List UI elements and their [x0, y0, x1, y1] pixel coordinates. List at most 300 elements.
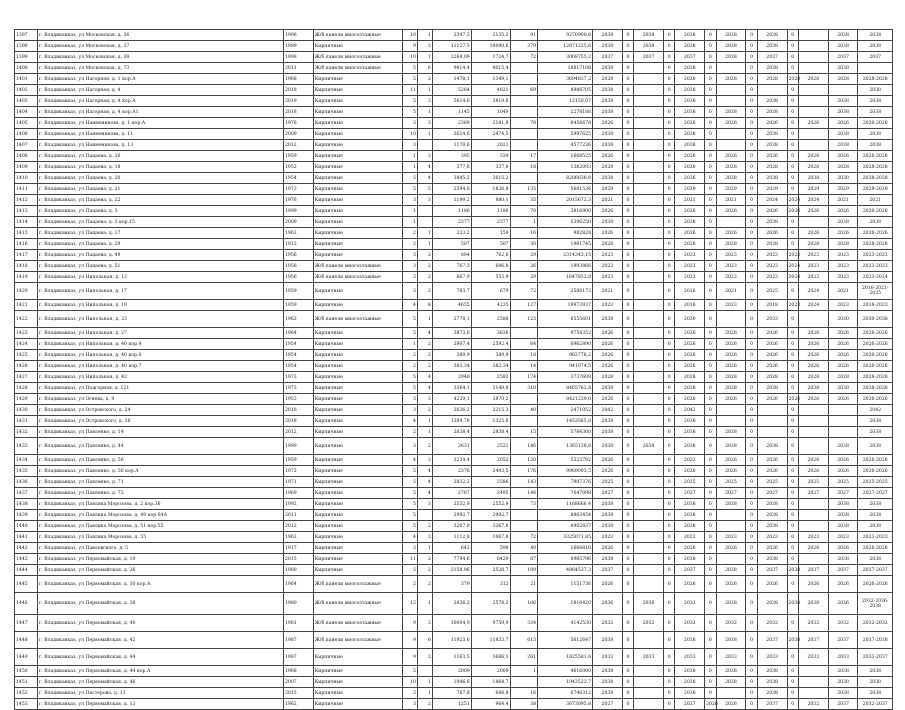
table-cell [634, 85, 664, 96]
table-cell: 1 [510, 217, 537, 228]
table-cell: 2026-2026 [858, 328, 893, 339]
table-cell: 1441 [15, 532, 38, 543]
table-cell: 0 [622, 632, 633, 649]
table-cell: 2038 [593, 632, 623, 649]
table-cell: 0 [705, 615, 716, 632]
table-cell: 2038 [757, 96, 787, 107]
table-cell [510, 416, 537, 427]
table-cell: 1 [417, 688, 432, 699]
table-cell: 2032 [798, 699, 828, 710]
table-cell [634, 217, 664, 228]
table-cell: 389,9 [471, 350, 510, 361]
table-cell: 2023 [593, 250, 623, 261]
table-row [15, 521, 893, 532]
table-cell [634, 328, 664, 339]
table-cell: 762,6 [471, 250, 510, 261]
table-cell: 0 [787, 107, 798, 118]
table-cell: 1 [417, 311, 432, 328]
table-cell: г. Владикавказ, ул Наименикова, д. 1 кор.А [37, 118, 283, 129]
table-cell: 2007 [284, 677, 314, 688]
table-cell: 1724,7 [471, 52, 510, 63]
table-cell: 1 [417, 129, 432, 140]
table-cell: 2026 [716, 361, 746, 372]
table-cell: Кирпичные [313, 416, 402, 427]
table-cell: 0 [663, 184, 674, 195]
table-cell: 0 [705, 427, 716, 438]
table-cell: 0 [746, 107, 757, 118]
table-cell: 2032 [757, 615, 787, 632]
table-cell: 0 [746, 250, 757, 261]
table-cell: 0 [705, 499, 716, 510]
table-cell [798, 510, 828, 521]
table-cell [798, 107, 828, 118]
table-cell: 2026 [798, 543, 828, 554]
table-cell: 0 [746, 140, 757, 151]
table-cell: г. Владикавказ, ул Павленко, д. 56 кор.А [37, 466, 283, 477]
table-cell: 2038 [757, 30, 787, 41]
table-cell [634, 532, 664, 543]
table-cell: 0 [663, 699, 674, 710]
table-cell: 2038 [675, 140, 705, 151]
table-cell: 2038 [858, 427, 893, 438]
table-cell: 389,9 [432, 350, 471, 361]
table-cell: 2038 [593, 554, 623, 565]
table-cell: 2592,4 [471, 339, 510, 350]
table-cell: Кирпичные [313, 217, 402, 228]
table-cell: 2578,2 [471, 593, 510, 615]
table-cell: 5 [403, 63, 418, 74]
table-cell: 312 [471, 576, 510, 593]
table-cell: 2038 [593, 96, 623, 107]
table-cell: 2028-2028 [858, 74, 893, 85]
table-cell: 7907376 [538, 477, 593, 488]
table-cell [798, 129, 828, 140]
table-cell: 1199,2 [432, 195, 471, 206]
table-cell: 2026 [593, 350, 623, 361]
table-cell: 0 [663, 350, 674, 361]
table-cell: 2032 [675, 615, 705, 632]
table-cell: 11 [403, 85, 418, 96]
table-cell: 1668525 [538, 151, 593, 162]
table-cell: 1406 [15, 129, 38, 140]
table-cell: 0 [622, 339, 633, 350]
table-cell: 14 [510, 361, 537, 372]
table-cell: 6962890 [538, 339, 593, 350]
table-cell: 2038 [858, 499, 893, 510]
table-cell: 2037-2037 [858, 565, 893, 576]
table-cell: Кирпичные [313, 118, 402, 129]
table-cell: 2019 [284, 96, 314, 107]
table-cell: 2024 [787, 272, 798, 283]
table-cell: 1431 [15, 416, 38, 427]
table-cell: 1415 [15, 228, 38, 239]
table-cell: 2026 [716, 328, 746, 339]
table-cell: 507 [432, 239, 471, 250]
table-cell: 0 [787, 328, 798, 339]
table-cell: 2015 [284, 688, 314, 699]
table-cell: 2026-2026 [858, 576, 893, 593]
table-cell: 2012 [284, 521, 314, 532]
table-cell: 1429 [15, 394, 38, 405]
table-cell: 2026 [828, 206, 858, 217]
table-cell: 2038 [858, 666, 893, 677]
table-cell: 2037 [675, 565, 705, 576]
table-cell: 2026 [716, 151, 746, 162]
table-cell [798, 30, 828, 41]
table-cell: 1981 [284, 615, 314, 632]
table-cell: 0 [746, 228, 757, 239]
table-cell: 2215,3 [471, 405, 510, 416]
table-cell: 0 [787, 217, 798, 228]
table-cell: 1959 [284, 455, 314, 466]
table-cell: 0 [622, 688, 633, 699]
table-cell: 2023 [787, 250, 798, 261]
table-cell: 0 [663, 129, 674, 140]
table-cell [510, 677, 537, 688]
table-cell: 2021 [675, 195, 705, 206]
table-cell: 2 [417, 554, 432, 565]
table-cell [716, 217, 746, 228]
table-cell: 598 [471, 543, 510, 554]
table-cell [634, 477, 664, 488]
table-cell: 2038 [675, 510, 705, 521]
table-cell: 0 [622, 217, 633, 228]
table-cell: 0 [787, 576, 798, 593]
table-cell: 5 [403, 565, 418, 576]
table-cell: 2314343,15 [538, 250, 593, 261]
table-cell: 2038 [787, 565, 798, 576]
table-cell: 2 [417, 565, 432, 576]
table-cell: 2038 [858, 129, 893, 140]
table-cell: г. Владикавказ, ул Нипольная, д. 19 [37, 300, 283, 311]
table-cell: 1 [417, 593, 432, 615]
table-cell: 0 [705, 206, 716, 217]
table-cell: 0 [663, 311, 674, 328]
table-cell: 2038 [716, 666, 746, 677]
table-cell: 0 [663, 30, 674, 41]
table-cell: 2037 [675, 52, 705, 63]
table-cell: 2528,7 [471, 565, 510, 576]
table-cell: 0 [705, 261, 716, 272]
table-cell: 2586 [471, 477, 510, 488]
table-cell: 0 [705, 477, 716, 488]
table-cell: Кирпичные [313, 488, 402, 499]
table-cell: 0 [705, 151, 716, 162]
table-cell: 334 [510, 615, 537, 632]
table-cell: 0 [746, 311, 757, 328]
table-cell: 0 [622, 261, 633, 272]
table-cell: 2023-2023 [858, 261, 893, 272]
table-cell: 0 [705, 129, 716, 140]
table-cell: 2 [417, 649, 432, 666]
table-cell: 2032 [716, 615, 746, 632]
table-cell: 2026 [828, 339, 858, 350]
table-cell: 2026 [757, 339, 787, 350]
table-cell: 0 [705, 416, 716, 427]
table-cell: 2030-2038 [858, 311, 893, 328]
table-cell: 0 [663, 532, 674, 543]
table-cell: 0 [705, 162, 716, 173]
table-cell: 2028 [757, 74, 787, 85]
table-cell: 1 [403, 217, 418, 228]
table-cell: 2026 [798, 350, 828, 361]
table-cell: 3267,8 [432, 521, 471, 532]
table-cell: 553,9 [471, 272, 510, 283]
table-cell: 2023 [675, 261, 705, 272]
table-cell: 2038 [828, 688, 858, 699]
table-cell: 2042 [858, 405, 893, 416]
table-cell: 2026 [593, 361, 623, 372]
table-cell: 2016-2021-2025 [858, 283, 893, 300]
table-row [15, 543, 893, 554]
table-cell: Кирпичные [313, 300, 402, 311]
table-cell: 2 [417, 438, 432, 455]
table-cell: 379 [510, 41, 537, 52]
table-cell: 337,8 [471, 162, 510, 173]
table-cell: 1438 [15, 499, 38, 510]
table-cell: 0 [746, 666, 757, 677]
table-cell: 0 [746, 488, 757, 499]
table-cell: 40 [510, 405, 537, 416]
table-cell: г. Владикавказ, ул Нагорная, д. 4 [37, 85, 283, 96]
table-cell: 4 [417, 466, 432, 477]
table-cell: 0 [663, 96, 674, 107]
table-cell: г. Владикавказ, ул Пацаева, д. 22 [37, 195, 283, 206]
table-cell [634, 383, 664, 394]
table-cell: 3615,2 [471, 173, 510, 184]
table-cell: 2026-2026 [858, 455, 893, 466]
table-cell: 1973 [284, 184, 314, 195]
table-cell: 146 [510, 438, 537, 455]
table-cell: 2038 [757, 438, 787, 455]
table-cell: 0 [746, 52, 757, 63]
table-cell: 2026 [593, 543, 623, 554]
table-cell: 2023 [675, 272, 705, 283]
table-cell: 2026 [757, 118, 787, 129]
table-cell: 0 [705, 52, 716, 63]
table-cell [634, 427, 664, 438]
table-cell: 2038 [828, 666, 858, 677]
table-cell: 1145 [432, 107, 471, 118]
table-cell: 2026-2026 [858, 228, 893, 239]
table-cell: 2026 [675, 328, 705, 339]
table-cell: 0 [746, 129, 757, 140]
table-cell: 2038 [716, 383, 746, 394]
table-cell: 507 [471, 239, 510, 250]
table-cell: 35 [510, 195, 537, 206]
table-cell: 0 [746, 565, 757, 576]
table-cell: 0 [663, 615, 674, 632]
table-cell: 1959 [284, 283, 314, 300]
table-cell: 2552,9 [432, 499, 471, 510]
table-cell: 4 [417, 173, 432, 184]
table-cell: 2038 [757, 677, 787, 688]
table-cell: 0 [705, 565, 716, 576]
table-cell: 2023 [675, 532, 705, 543]
table-cell: 3 [403, 438, 418, 455]
table-cell: 2026 [593, 151, 623, 162]
table-cell: 1411 [15, 184, 38, 195]
table-body [15, 30, 893, 710]
table-cell: 3870,2 [471, 394, 510, 405]
table-cell: 2787 [432, 488, 471, 499]
table-cell: 0 [746, 455, 757, 466]
table-cell: 0 [663, 206, 674, 217]
table-cell: Кирпичные [313, 688, 402, 699]
table-cell: г. Владикавказ, ул Первомайская, д. 40 [37, 615, 283, 632]
table-cell: 4 [417, 328, 432, 339]
table-cell: 2028 [798, 74, 828, 85]
table-cell: 2028 [798, 239, 828, 250]
table-cell: 2028 [593, 162, 623, 173]
table-cell: г. Владикавказ, ул Пацаева, д. 17 [37, 228, 283, 239]
table-cell: 2377 [432, 217, 471, 228]
table-cell: 16 [510, 688, 537, 699]
table-cell: 0 [622, 699, 633, 710]
table-cell: 0 [787, 173, 798, 184]
table-cell: 3 [403, 405, 418, 416]
table-cell: 1404 [15, 107, 38, 118]
table-cell: 0 [663, 649, 674, 666]
table-cell: 0 [663, 173, 674, 184]
table-cell: 2033 [593, 649, 623, 666]
table-cell: 1954 [284, 173, 314, 184]
table-cell: г. Владикавказ, ул Павленко, д. 14 [37, 427, 283, 438]
table-cell: Кирпичные [313, 543, 402, 554]
table-cell: Кирпичные [313, 649, 402, 666]
table-cell: 5614,6 [432, 96, 471, 107]
table-cell: 0 [787, 677, 798, 688]
table-cell [634, 272, 664, 283]
table-cell: 1450 [15, 666, 38, 677]
table-row [15, 162, 893, 173]
table-cell: г. Владикавказ, ул Павлика Морозова, д. 2 кор.36 [37, 499, 283, 510]
table-cell: 5523792 [538, 455, 593, 466]
table-row [15, 466, 893, 477]
table-cell: 2012 [284, 140, 314, 151]
table-cell: Кирпичные [313, 372, 402, 383]
table-cell: 0 [787, 283, 798, 300]
table-cell: 2038 [716, 677, 746, 688]
table-cell: 11 [403, 554, 418, 565]
table-cell: 379 [432, 576, 471, 593]
table-cell: 0 [746, 466, 757, 477]
table-cell: 2 [417, 699, 432, 710]
table-cell: 3069755,2 [538, 52, 593, 63]
table-cell: 3873,6 [432, 328, 471, 339]
table-cell: 2029 [757, 184, 787, 195]
table-cell: 0 [787, 699, 798, 710]
table-cell: 2038 [716, 593, 746, 615]
table-cell: 2614,6 [432, 129, 471, 140]
table-cell: 2038 [757, 140, 787, 151]
table-cell: 4 [417, 477, 432, 488]
table-cell [634, 632, 664, 649]
table-cell: 2038 [858, 554, 893, 565]
table-cell: 2038 [757, 666, 787, 677]
table-cell: г. Владикавказ, ул Пацаева, д. 3 [37, 206, 283, 217]
table-cell: 0 [787, 85, 798, 96]
table-cell: 0 [787, 532, 798, 543]
table-cell [716, 405, 746, 416]
table-cell: 2038 [716, 30, 746, 41]
table-cell: 17 [510, 151, 537, 162]
table-cell [798, 499, 828, 510]
table-cell [634, 283, 664, 300]
table-cell: 2023 [716, 250, 746, 261]
table-cell: 3267,8 [471, 521, 510, 532]
table-cell: 10090,6 [471, 41, 510, 52]
table-cell: 2038 [828, 521, 858, 532]
table-cell: г. Владикавказ, ул Нагорная, д. 1 кор.А [37, 74, 283, 85]
table-cell: 10004,9 [432, 615, 471, 632]
table-cell: 0 [746, 272, 757, 283]
table-cell: 18 [510, 350, 537, 361]
table-cell: 1961745 [538, 239, 593, 250]
table-row [15, 416, 893, 427]
table-cell [510, 107, 537, 118]
table-cell: 10 [403, 30, 418, 41]
table-cell: 2033 [634, 649, 664, 666]
table-cell: 2038 [716, 438, 746, 455]
table-cell: 1442 [15, 543, 38, 554]
table-cell: г. Владикавказ, ул Московская, д. 37 [37, 41, 283, 52]
table-cell: 2023 [828, 532, 858, 543]
table-cell: 2838,4 [432, 427, 471, 438]
table-cell: 2030 [828, 311, 858, 328]
table-cell [634, 416, 664, 427]
table-cell: 5 [417, 184, 432, 195]
table-cell [798, 416, 828, 427]
table-cell [510, 140, 537, 151]
table-cell: 2038 [675, 85, 705, 96]
table-cell: 1993866 [538, 261, 593, 272]
table-cell: Ж/б панели многоэтажные [313, 30, 402, 41]
table-cell: 0 [746, 195, 757, 206]
table-cell: 2369 [432, 118, 471, 129]
table-cell: 310 [510, 383, 537, 394]
table-cell: Кирпичные [313, 394, 402, 405]
table-cell: 91 [510, 30, 537, 41]
table-cell: г. Владикавказ, ул Павловского, д. 5 [37, 543, 283, 554]
table-row [15, 361, 893, 372]
table-cell: 0 [787, 466, 798, 477]
table-cell: 0 [663, 383, 674, 394]
table-cell: 2026 [798, 339, 828, 350]
table-row [15, 63, 893, 74]
table-cell: 1400 [15, 63, 38, 74]
table-cell: 2038 [757, 383, 787, 394]
table-cell: 2025 [593, 477, 623, 488]
table-cell: 1959 [284, 151, 314, 162]
table-cell: 941074,5 [538, 361, 593, 372]
table-cell: 1325,6 [471, 416, 510, 427]
table-cell: 2038 [593, 666, 623, 677]
table-cell: г. Владикавказ, ул Нагорная, д. 4 кор.А1 [37, 107, 283, 118]
table-cell: 2036 [593, 593, 623, 615]
table-cell: 3 [403, 699, 418, 710]
table-cell [634, 466, 664, 477]
table-cell [716, 129, 746, 140]
table-cell: 0 [705, 195, 716, 206]
table-cell: 1954 [284, 339, 314, 350]
table-cell: 1816420 [538, 593, 593, 615]
table-cell: 3 [403, 543, 418, 554]
table-cell: 2038 [675, 107, 705, 118]
table-cell: 2011 [284, 510, 314, 521]
table-cell: 2023 [675, 250, 705, 261]
table-row [15, 532, 893, 543]
